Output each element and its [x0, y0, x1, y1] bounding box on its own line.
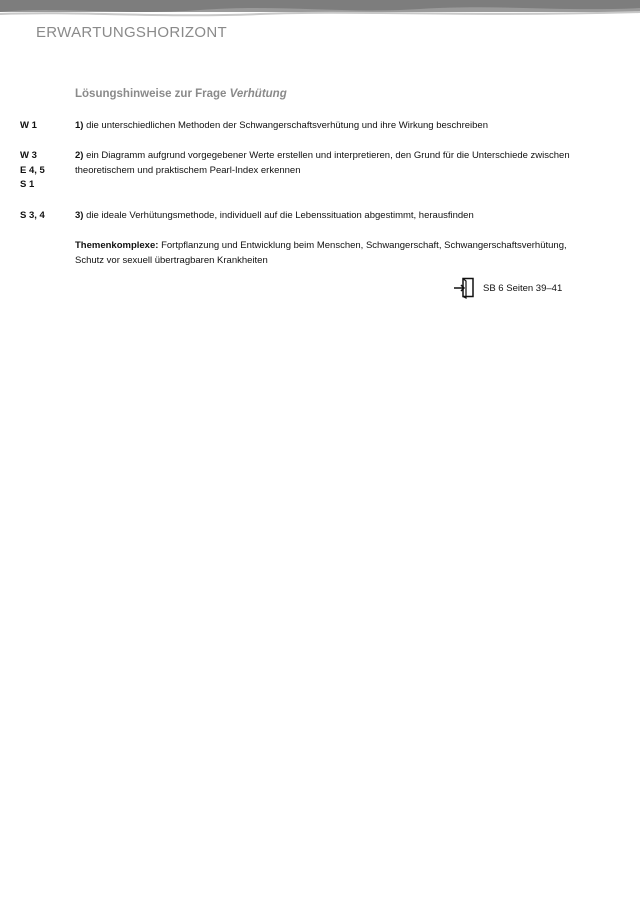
task-text: die unterschiedlichen Methoden der Schwangerschaftsverhütung und ihre Wirkung beschreiben — [86, 120, 488, 131]
header-decoration — [0, 0, 640, 22]
section-subtitle — [75, 88, 287, 100]
competence-code: E 4, 5 — [20, 164, 45, 176]
task-text: die ideale Verhütungsmethode, individuell auf die Lebenssituation abgestimmt, herausfinden — [86, 210, 474, 221]
themes-label: Themenkomplexe: — [75, 240, 159, 251]
competence-code: W 3 — [20, 150, 37, 161]
book-reference — [453, 277, 562, 299]
task-item — [75, 149, 575, 178]
competence-code: S 3, 4 — [20, 210, 45, 221]
book-reference-icon — [453, 277, 475, 299]
task-item — [75, 119, 575, 134]
themes-block — [75, 239, 575, 268]
competence-codes — [20, 149, 70, 193]
competence-code: S 1 — [20, 179, 35, 190]
page-title: ERWARTUNGSHORIZONT — [36, 24, 227, 41]
task-number: 1) — [75, 120, 84, 131]
competence-codes — [20, 209, 70, 224]
task-text: ein Diagramm aufgrund vorgegebener Werte erstellen und interpretieren, den Grund für die Unterschiede zwischen theoretischem und praktischem Pearl-Index erkennen — [75, 150, 570, 176]
subtitle-topic: Verhütung — [229, 88, 287, 100]
task-number: 2) — [75, 150, 84, 161]
task-item — [75, 209, 575, 224]
competence-codes — [20, 119, 70, 134]
competence-code: W 1 — [20, 120, 37, 131]
subtitle-prefix: Lösungshinweise zur Frage — [75, 88, 227, 100]
task-number: 3) — [75, 210, 84, 221]
reference-text: SB 6 Seiten 39–41 — [483, 282, 563, 294]
themes-text: Fortpflanzung und Entwicklung beim Menschen, Schwangerschaft, Schwangerschaftsverhütung, Schutz vor sexuell übertragbaren Krankheiten — [75, 240, 567, 266]
